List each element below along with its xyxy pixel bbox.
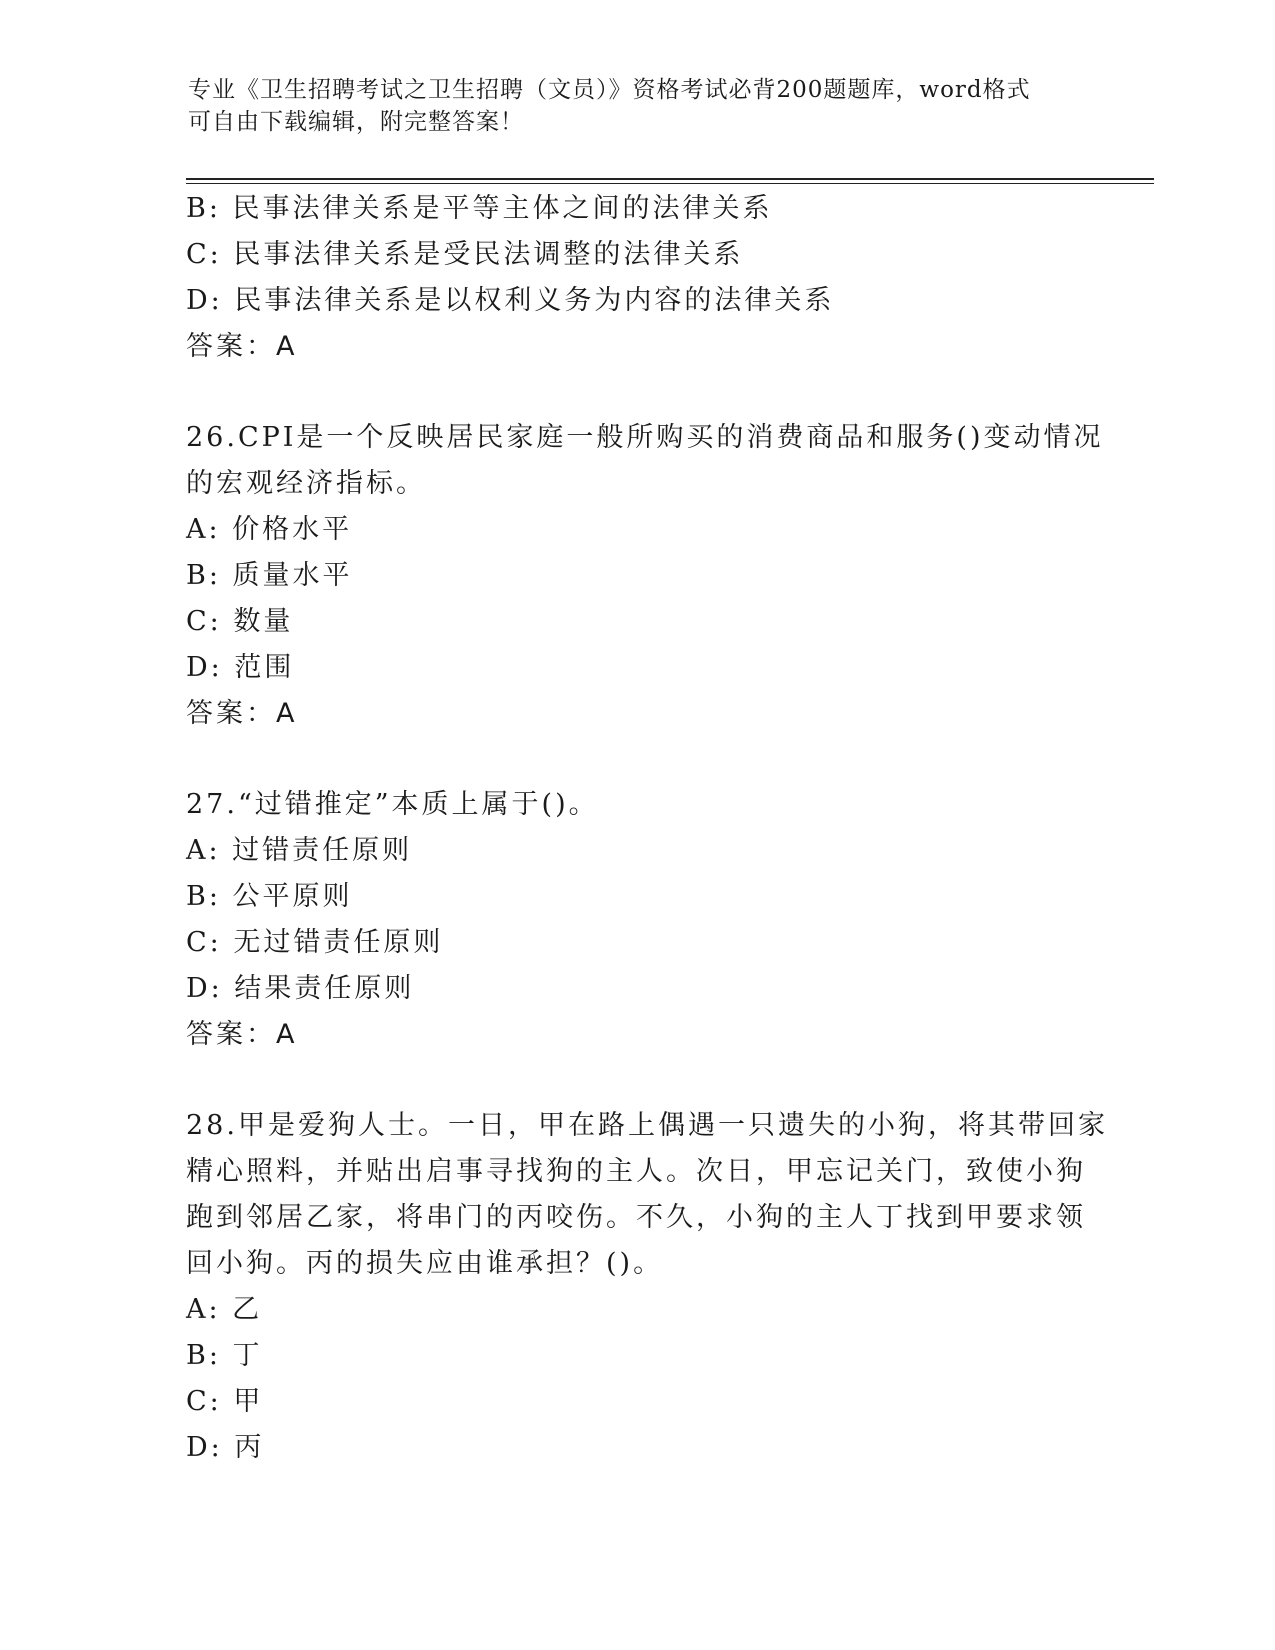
option-b: B: 质量水平 [186,560,353,591]
header-rule-thick [186,178,1154,180]
option-a: A: 乙 [186,1294,263,1325]
document-body [186,186,1108,1471]
option-b: B: 丁 [186,1340,263,1371]
question-25-continued [186,186,1086,370]
header-line-1: 专业《卫生招聘考试之卫生招聘（文员）》资格考试必背200题题库，word格式 [188,77,1031,103]
answer-label: 答案：A [186,1019,298,1050]
option-c: C: 甲 [186,1386,264,1417]
option-b: B: 公平原则 [186,881,353,912]
option-a: A: 过错责任原则 [186,835,413,866]
answer-label: 答案：A [186,698,298,729]
question-text-line: 跑到邻居乙家，将串门的丙咬伤。不久，小狗的主人丁找到甲要求领 [186,1202,1086,1233]
question-text-line: 26.CPI是一个反映居民家庭一般所购买的消费商品和服务()变动情况 [186,422,1104,453]
option-c: C: 无过错责任原则 [186,927,444,958]
option-d: D: 结果责任原则 [186,973,415,1004]
option-c: C: 民事法律关系是受民法调整的法律关系 [186,239,744,270]
header-line-2: 可自由下载编辑，附完整答案！ [188,109,524,135]
option-d: D: 丙 [186,1432,265,1463]
question-26 [186,415,1104,737]
answer-label: 答案：A [186,331,298,362]
question-text-line: 回小狗。丙的损失应由谁承担？()。 [186,1248,664,1279]
option-a: A: 价格水平 [186,514,353,545]
question-text-line: 精心照料，并贴出启事寻找狗的主人。次日，甲忘记关门，致使小狗 [186,1156,1086,1187]
header-rule-thin [186,183,1154,184]
option-b: B: 民事法律关系是平等主体之间的法律关系 [186,193,773,224]
question-text-line: 27.“过错推定”本质上属于()。 [186,789,599,820]
question-text-line: 28.甲是爱狗人士。一日，甲在路上偶遇一只遗失的小狗，将其带回家 [186,1110,1108,1141]
option-c: C: 数量 [186,606,294,637]
option-d: D: 范围 [186,652,295,683]
question-27 [186,782,1086,1058]
question-text-line: 的宏观经济指标。 [186,468,426,499]
question-28 [186,1103,1108,1471]
document-header [188,74,1068,138]
option-d: D: 民事法律关系是以权利义务为内容的法律关系 [186,285,835,316]
